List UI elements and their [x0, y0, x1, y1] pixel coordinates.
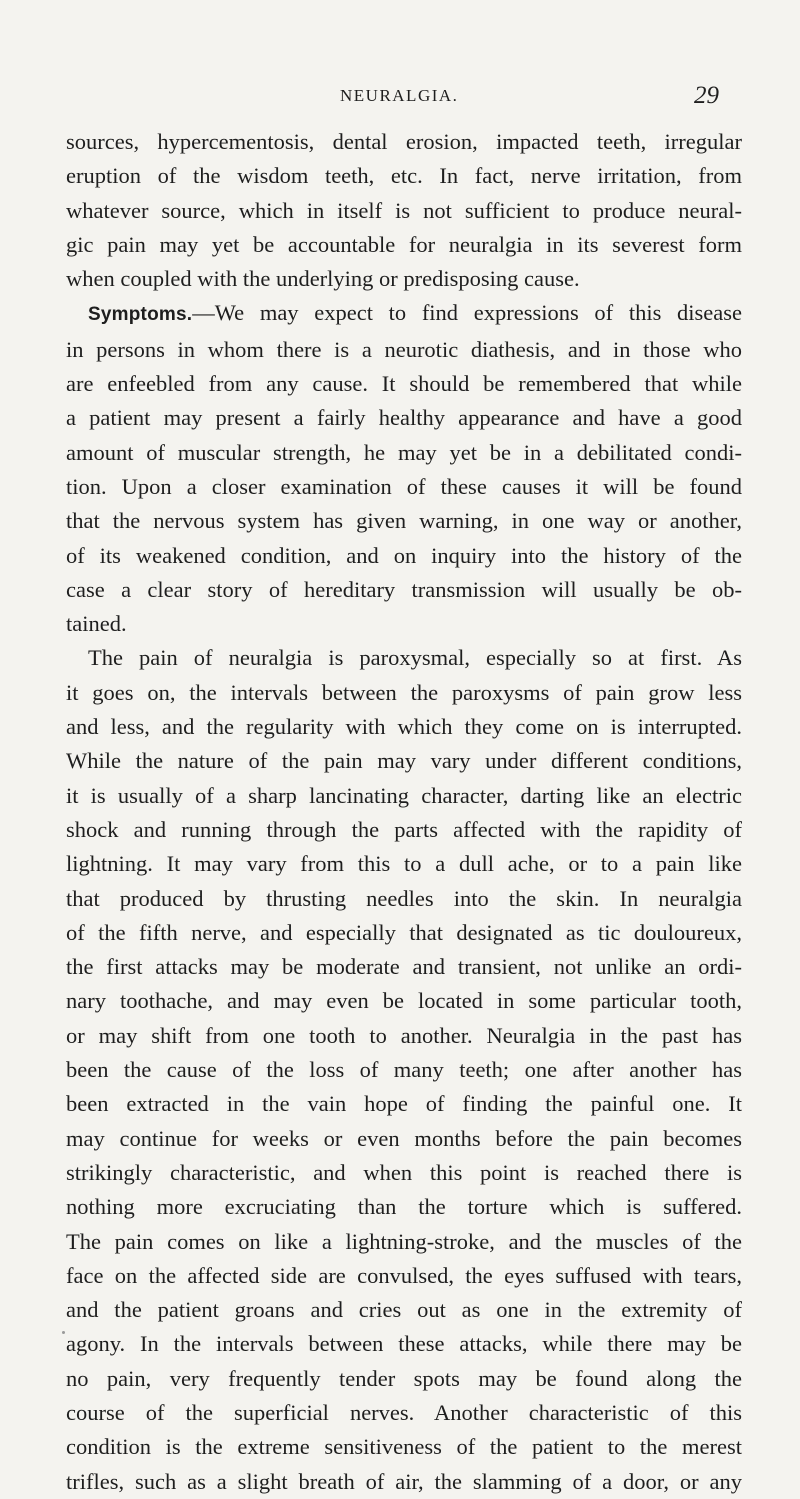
text-line: and the patient groans and cries out as one in the extremity of	[66, 1297, 742, 1323]
text-line: gic pain may yet be accountable for neuralgia in its severest form	[66, 231, 742, 257]
text-line: tion. Upon a closer examination of these causes it will be found	[66, 473, 742, 499]
text-line: nary toothache, and may even be located in some particular tooth,	[66, 988, 742, 1014]
text-line: nothing more excruciating than the torture which is suffered.	[66, 1194, 742, 1220]
text-line: trifles, such as a slight breath of air, the slamming of a door, or any	[66, 1468, 742, 1494]
paper-speck	[62, 1331, 65, 1334]
text-line: course of the superficial nerves. Another characteristic of this	[66, 1399, 742, 1425]
text-line	[66, 296, 742, 332]
text-line: face on the affected side are convulsed, the eyes suffused with tears,	[66, 1262, 742, 1288]
text-line: in persons in whom there is a neurotic diathesis, and in those who	[66, 336, 742, 362]
text-line-remainder: —We may expect to find expressions of this disease	[192, 300, 742, 326]
text-line: case a clear story of hereditary transmission will usually be ob-	[66, 576, 742, 602]
text-line: condition is the extreme sensitiveness of the patient to the merest	[66, 1434, 742, 1460]
text-line: been the cause of the loss of many teeth; one after another has	[66, 1057, 742, 1083]
running-title: NEURALGIA.	[340, 86, 459, 105]
running-head	[0, 82, 800, 116]
text-line: shock and running through the parts affected with the rapidity of	[66, 816, 742, 842]
text-line: The pain of neuralgia is paroxysmal, especially so at first. As	[88, 645, 742, 671]
text-line: lightning. It may vary from this to a dull ache, or to a pain like	[66, 851, 742, 877]
page-number: 29	[694, 82, 719, 109]
text-line: the first attacks may be moderate and transient, not unlike an ordi-	[66, 954, 742, 980]
text-line: strikingly characteristic, and when this point is reached there is	[66, 1159, 742, 1185]
text-line: and less, and the regularity with which they come on is interrupted.	[66, 714, 742, 740]
text-line: of its weakened condition, and on inquiry into the history of the	[66, 542, 742, 568]
text-line: The pain comes on like a lightning-stroke, and the muscles of the	[66, 1228, 742, 1254]
paragraph-pain	[66, 641, 742, 1498]
text-line: that the nervous system has given warning, in one way or another,	[66, 508, 742, 534]
text-line: of the fifth nerve, and especially that designated as tic douloureux,	[66, 919, 742, 945]
text-line: sources, hypercementosis, dental erosion, impacted teeth, irregular	[66, 129, 742, 154]
paragraph-causes-continued	[66, 125, 742, 296]
text-line: While the nature of the pain may vary under different conditions,	[66, 748, 742, 774]
text-line: when coupled with the underlying or predisposing cause.	[66, 266, 580, 292]
text-line: been extracted in the vain hope of finding the painful one. It	[66, 1091, 742, 1117]
body-text	[66, 125, 742, 1499]
text-line: it is usually of a sharp lancinating character, darting like an electric	[66, 782, 742, 808]
text-line: a patient may present a fairly healthy appearance and have a good	[66, 405, 742, 431]
section-heading-symptoms: Symptoms.	[88, 304, 193, 326]
text-line: are enfeebled from any cause. It should be remembered that while	[66, 371, 742, 397]
paragraph-symptoms	[66, 296, 742, 641]
text-line: agony. In the intervals between these attacks, while there may be	[66, 1331, 742, 1357]
text-line: may continue for weeks or even months before the pain becomes	[66, 1125, 742, 1151]
text-line: no pain, very frequently tender spots may be found along the	[66, 1365, 742, 1391]
text-line: whatever source, which in itself is not sufficient to produce neural-	[66, 197, 742, 223]
text-line: it goes on, the intervals between the paroxysms of pain grow less	[66, 679, 742, 705]
text-line: that produced by thrusting needles into the skin. In neuralgia	[66, 885, 742, 911]
text-line: tained.	[66, 611, 127, 637]
text-line: or may shift from one tooth to another. Neuralgia in the past has	[66, 1022, 742, 1048]
text-line: eruption of the wisdom teeth, etc. In fact, nerve irritation, from	[66, 163, 742, 189]
text-line: amount of muscular strength, he may yet be in a debilitated condi-	[66, 439, 742, 465]
